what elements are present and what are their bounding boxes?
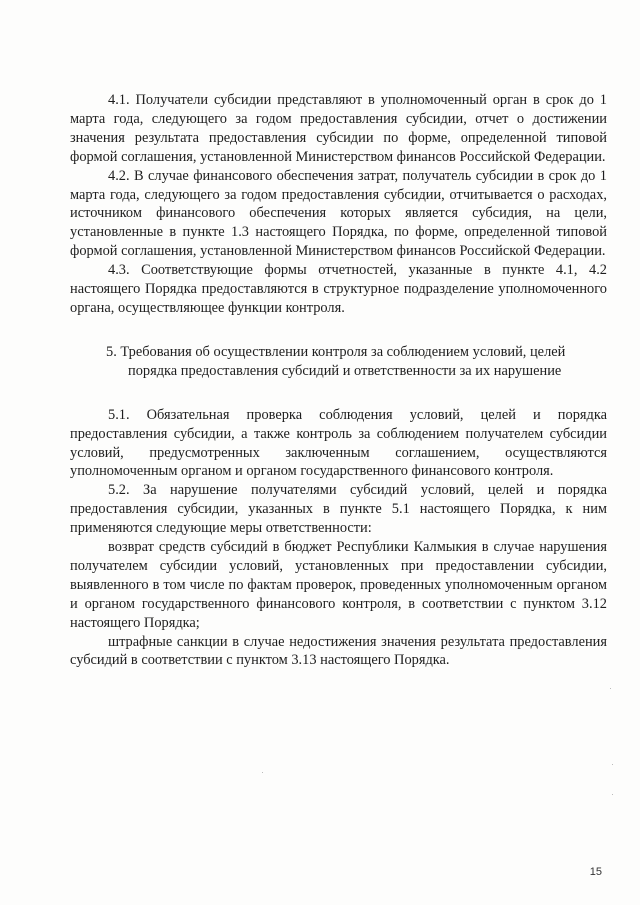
scan-speck bbox=[612, 794, 613, 795]
scan-speck bbox=[612, 764, 613, 765]
paragraph-5-2: 5.2. За нарушение получателями субсидий условий, целей и порядка предоставления субсидии, указанных в пункте 5.1 настоящего Порядка, к ним применяются следующие меры ответственности: bbox=[70, 482, 607, 537]
document-body bbox=[70, 91, 607, 670]
scan-speck bbox=[262, 772, 263, 773]
section-5-heading-line-1: 5. Требования об осуществлении контроля за соблюдением условий, целей bbox=[106, 343, 566, 360]
section-5-heading bbox=[70, 343, 607, 381]
paragraph-4-2: 4.2. В случае финансового обеспечения затрат, получатель субсидии в срок до 1 марта года, следующего за годом предоставления субсидии, отчитывается о расходах, источником финансового обеспечения которых является субсидия, на цели, установленные в пункте 1.3 настоящего Порядка, по форме, определенной типовой формой соглашения, установленной Министерством финансов Российской Федерации. bbox=[70, 167, 607, 260]
paragraph-5-1: 5.1. Обязательная проверка соблюдения условий, целей и порядка предоставления субсидии, а также контроль за соблюдением получателем субсидии условий, предусмотренных заключенным соглашением, осуществляются уполномоченным органом и органом государственного финансового контроля. bbox=[70, 406, 607, 480]
section-5-heading-line-2: порядка предоставления субсидий и ответственности за их нарушение bbox=[128, 362, 562, 379]
page-number: 15 bbox=[589, 866, 602, 878]
paragraph-4-1: 4.1. Получатели субсидии представляют в уполномоченный орган в срок до 1 марта года, следующего за годом предоставления субсидии, отчет о достижении значения результата предоставления субсидии по форме, определенной типовой формой соглашения, установленной Министерством финансов Российской Федерации. bbox=[70, 92, 607, 165]
paragraph-5-2-penalty: штрафные санкции в случае недостижения значения результата предоставления субсидий в соответствии с пунктом 3.13 настоящего Порядка. bbox=[70, 633, 607, 669]
scan-speck bbox=[610, 688, 611, 689]
paragraph-4-3: 4.3. Соответствующие формы отчетностей, указанные в пункте 4.1, 4.2 настоящего Порядка предоставляются в структурное подразделение уполномоченного органа, осуществляющее функции контроля. bbox=[70, 262, 607, 316]
paragraph-5-2-refund: возврат средств субсидий в бюджет Республики Калмыкия в случае нарушения получателем субсидии условий, установленных при предоставлении субсидии, выявленного в том числе по фактам проверок, проведенных уполномоченным органом и органом государственного финансового контроля, в соответствии с пунктом 3.12 настоящего Порядка; bbox=[70, 539, 607, 631]
